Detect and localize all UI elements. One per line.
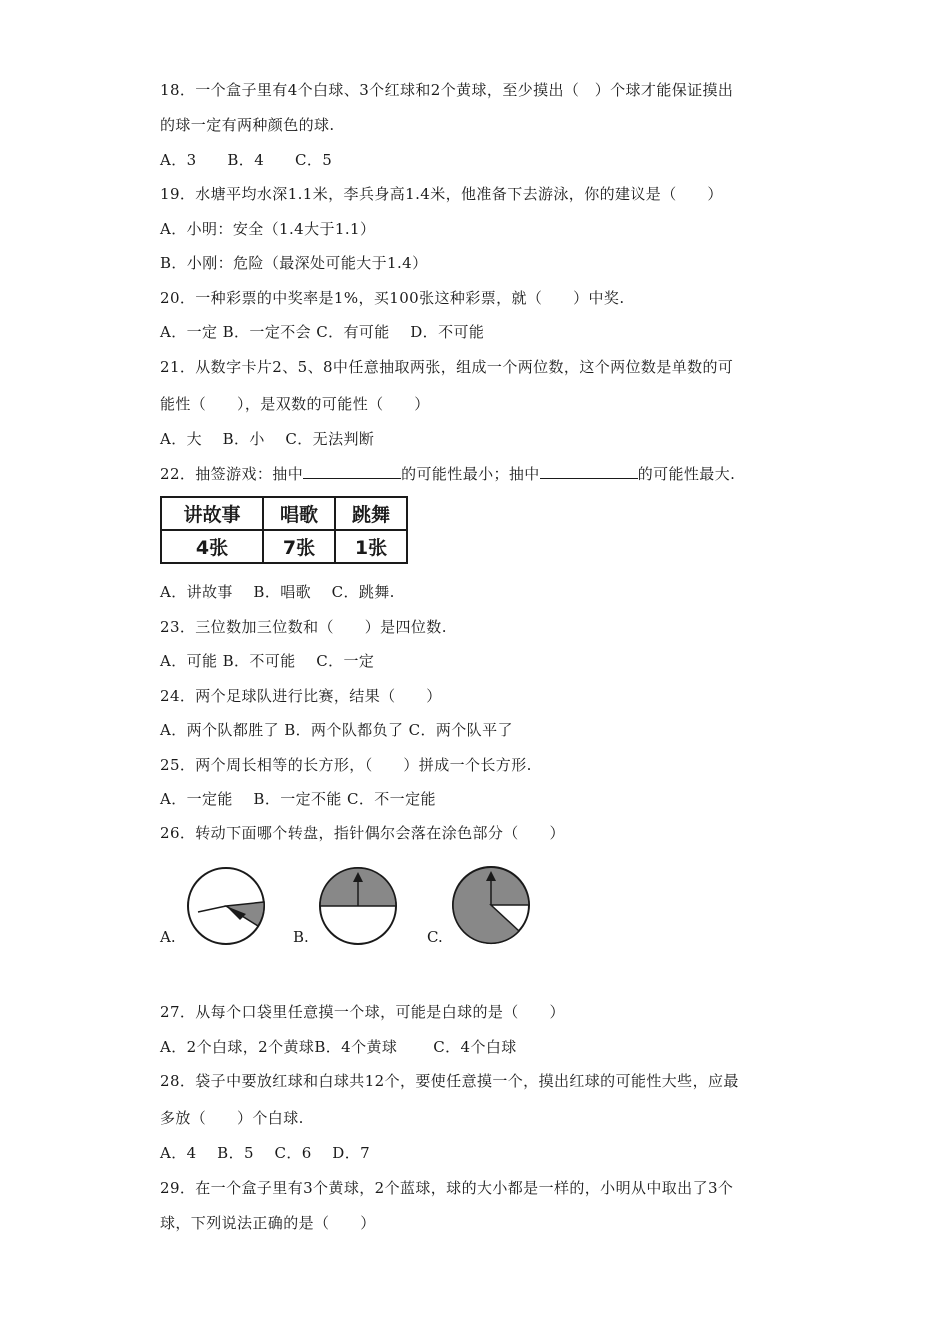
- table-value-dance: 1张: [335, 530, 407, 563]
- table-header-story: 讲故事: [161, 497, 263, 530]
- answer-blank-1[interactable]: [303, 463, 401, 479]
- q18-stem-line2: 的球一定有两种颜色的球.: [160, 116, 335, 134]
- q20-options: A．一定 B．一定不会 C．有可能 D．不可能: [160, 323, 485, 341]
- q25-stem: 25．两个周长相等的长方形，（ ）拼成一个长方形.: [160, 756, 532, 774]
- q28-stem-line1: 28．袋子中要放红球和白球共12个，要使任意摸一个，摸出红球的可能性大些，应最: [160, 1072, 739, 1090]
- q28-options: A．4 B．5 C．6 D．7: [160, 1144, 371, 1162]
- spinner-a: [184, 864, 268, 948]
- q20-stem: 20．一种彩票的中奖率是1%，买100张这种彩票，就（ ）中奖.: [160, 289, 625, 307]
- table-header-sing: 唱歌: [263, 497, 335, 530]
- q23-stem: 23．三位数加三位数和（ ）是四位数.: [160, 618, 447, 636]
- table-value-story: 4张: [161, 530, 263, 563]
- q22-options: A．讲故事 B．唱歌 C．跳舞.: [160, 583, 395, 601]
- q21-stem-line1: 21．从数字卡片2、5、8中任意抽取两张，组成一个两位数，这个两位数是单数的可: [160, 358, 734, 376]
- q24-options: A．两个队都胜了 B．两个队都负了 C．两个队平了: [160, 721, 513, 739]
- answer-blank-2[interactable]: [540, 463, 638, 479]
- q19-option-b: B．小刚：危险（最深处可能大于1.4）: [160, 254, 428, 272]
- q26-stem: 26．转动下面哪个转盘，指针偶尔会落在涂色部分（ ）: [160, 824, 565, 842]
- spinner-label-c: C.: [427, 928, 443, 946]
- q24-stem: 24．两个足球队进行比赛，结果（ ）: [160, 687, 442, 705]
- q22-stem-part1: 22．抽签游戏：抽中: [160, 465, 304, 483]
- q21-stem-line2: 能性（ ），是双数的可能性（ ）: [160, 395, 430, 413]
- table-header-dance: 跳舞: [335, 497, 407, 530]
- q19-stem: 19．水塘平均水深1.1米，李兵身高1.4米，他准备下去游泳，你的建议是（ ）: [160, 185, 723, 203]
- q28-stem-line2: 多放（ ）个白球.: [160, 1109, 304, 1127]
- spinner-label-b: B.: [293, 928, 309, 946]
- q27-options: A．2个白球，2个黄球B．4个黄球 C．4个白球: [160, 1038, 517, 1056]
- q19-option-a: A．小明：安全（1.4大于1.1）: [160, 220, 376, 238]
- q18-options: A．3 B．4 C．5: [160, 151, 333, 169]
- q22-stem-part2: 的可能性最小；抽中: [401, 465, 540, 483]
- q23-options: A．可能 B．不可能 C．一定: [160, 652, 375, 670]
- q29-stem-line1: 29．在一个盒子里有3个黄球，2个蓝球，球的大小都是一样的，小明从中取出了3个: [160, 1179, 734, 1197]
- q21-options: A．大 B．小 C．无法判断: [160, 430, 375, 448]
- spinner-b: [316, 864, 400, 948]
- q25-options: A．一定能 B．一定不能 C．不一定能: [160, 790, 436, 808]
- spinner-label-a: A.: [160, 928, 176, 946]
- q22-stem-part3: 的可能性最大.: [637, 465, 736, 483]
- q27-stem: 27．从每个口袋里任意摸一个球，可能是白球的是（ ）: [160, 1003, 565, 1021]
- table-value-sing: 7张: [263, 530, 335, 563]
- lottery-table: [160, 496, 408, 564]
- q18-stem-line1: 18．一个盒子里有4个白球、3个红球和2个黄球，至少摸出（ ）个球才能保证摸出: [160, 81, 734, 99]
- q29-stem-line2: 球，下列说法正确的是（ ）: [160, 1214, 376, 1232]
- spinner-c: [449, 862, 533, 948]
- q22-stem: [160, 463, 735, 484]
